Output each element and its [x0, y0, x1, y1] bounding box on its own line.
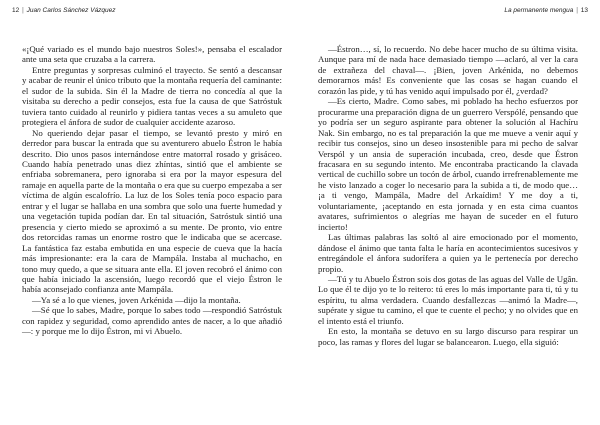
right-running-head: La permanente mengua | 13 [504, 6, 588, 14]
paragraph: Las últimas palabras las soltó al aire emocionado por el momento, dándose el ánimo que tanta falta le haría en acontecimientos sucesivos y entregándole el ánfora sudorífera a quien ya le pertenecía por derecho propio. [318, 232, 578, 274]
paragraph: En esto, la montaña se detuvo en su largo discurso para respirar un poco, las ramas y flores del lugar se balancearon. Luego, ella siguió: [318, 326, 578, 347]
paragraph: —Es cierto, Madre. Como sabes, mi poblado ha hecho esfuerzos por procurarme una preparación digna de un guerrero Verspólé, pensando que yo podría ser un seguro aspirante para obtener la solución al Hachíru Nak. Sin embargo, no es tal preparación la que me mueve a venir aquí y recibir tus consejos, sino un deseo insostenible para mi pecho de salvar Verspól y un ansia de superación incubada, creo, desde que Éstron fracasara en su segundo intento. Me encontraba practicando la clavada vertical de cuchillo sobre un tocón de árbol, cuando irrefrenablemente me he visto lanzado a coger lo necesario para la subida a ti, de modo que… ¡a ti vengo, Mampála, Madre del Arkaídim! Y me doy a ti, voluntariamente, ¡aceptando en esta jornada y en esta cima cuantos avatares, sufrimientos o alegrías me hayan de suceder en el futuro incierto! [318, 96, 578, 232]
book-title: La permanente mengua [504, 7, 574, 14]
right-page-body [318, 44, 578, 347]
right-page [300, 0, 600, 425]
left-page-number: 12 [12, 7, 20, 14]
left-page-body [22, 44, 282, 337]
paragraph: Entre preguntas y sorpresas culminó el trayecto. Se sentó a descansar y acabar de reunir el único tributo que la montaña requería del caminante: el sudor de la subida. Sin él la Madre de tierra no concedía al que la visitaba su derecho a pedir consejos, esta fue la causa de que Satróstuk tuviera tanto cuidado al reunirlo y pidiera tantas veces a su amuleto que protegiera el ánfora de sudor de cualquier accidente azaroso. [22, 64, 282, 128]
paragraph: —Sé que lo sabes, Madre, porque lo sabes todo —respondió Satróstuk con rapidez y seguridad, como aprendido antes de nacer, a lo que añadió—: y porque me lo dijo Éstron, mi vi Abuelo. [22, 305, 282, 337]
paragraph: —Ya sé a lo que vienes, joven Arkénida —dijo la montaña. [32, 294, 241, 305]
paragraph: —Tú y tu Abuelo Éstron sois dos gotas de las aguas del Valle de Ugân. Lo que él te dijo yo te lo reitero: tú eres lo más importante para ti, tú y tu espíritu, tu alma verdadera. Cuando desfallezcas —animó la Madre—, supérate y sigue tu camino, el que te cuente el pecho; y no olvides que en el intento está el triunfo. [318, 273, 578, 326]
author-name: Juan Carlos Sánchez Vázquez [26, 7, 116, 14]
paragraph: «¡Qué variado es el mundo bajo nuestros Soles!», pensaba el escalador ante una seta que cruzaba a la carrera. [22, 44, 282, 65]
paragraph: No queriendo dejar pasar el tiempo, se levantó presto y miró en derredor para buscar la entrada que su aventurero abuelo Éstron le había descrito. Dio unos pasos internándose entre matorral rosado y grisáceo. Cuando había penetrado unas diez zhíntas, sintió que el ambiente se enfriaba sobremanera, pero ignoraba si era por la mayor espesura del ramaje en aquella parte de la montaña o era que su cuerpo empezaba a ser víctima de algún escalofrío. La luz de los Soles tenía poco espacio para entrar y el lugar se hallaba en una sombra que solo una fuerte humedad y una vegetación tupida podían dar. En tal situación, Satróstuk sintió una presencia y cierto miedo se aproximó a su mente. De pronto, vio entre dos retorcidas ramas un enorme rostro que le indicaba que se acercase. La fantástica faz estaba embutida en una especie de cueva que la hacía más impresionante: era la cara de Mampála. Instaba al muchacho, en tono muy quedo, a que se situara ante ella. El joven recobró el ánimo con que había iniciado la ascensión, luego recordó que el viejo Éstron le había aconsejado confianza ante Mampála. [22, 127, 282, 295]
paragraph: —Éstron…, sí, lo recuerdo. No debe hacer mucho de su última visita. Aunque para mí de nada hace demasiado tiempo —aclaró, al ver la cara de extrañeza del chaval—. ¡Bien, joven Arkénida, no debemos demorarnos más! Es conveniente que las cosas se hagan cuando el corazón las pide, y tú has venido aquí impulsado por él, ¿verdad? [318, 44, 578, 96]
right-page-number: 13 [580, 7, 588, 14]
left-running-head: 12 | Juan Carlos Sánchez Vázquez [12, 6, 116, 14]
